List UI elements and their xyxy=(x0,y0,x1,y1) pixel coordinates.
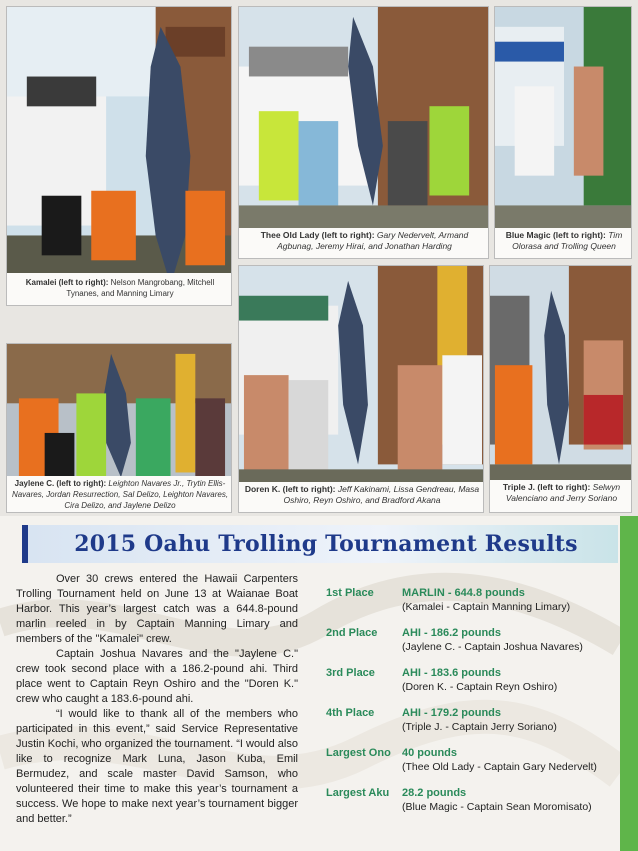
page-title: 2015 Oahu Trolling Tournament Results xyxy=(74,531,578,557)
result-place: Largest Ono xyxy=(326,747,391,759)
photo-caption xyxy=(239,482,484,512)
caption-sep: (left to right): xyxy=(280,484,338,494)
caption-sep: (left to right): xyxy=(54,479,109,488)
photo-blue-magic xyxy=(494,6,632,259)
result-place: 4th Place xyxy=(326,707,375,719)
result-place: 2nd Place xyxy=(326,627,378,639)
photo-doren-k xyxy=(238,265,484,513)
article-paragraph: Over 30 crews entered the Hawaii Carpenters Trolling Tournament held on June 13 at Waianae Boat Harbor. This year’s largest catch was a 644.8-pound marlin reeled in by Captain Manning Limary and members of the "Kamalei" crew. xyxy=(16,573,298,645)
caption-sep: (left to right): xyxy=(56,278,111,287)
result-catch: AHI - 186.2 pounds xyxy=(402,627,502,639)
photo-thee-old-lady xyxy=(238,6,489,259)
result-boat: (Jaylene C. - Captain Joshua Navares) xyxy=(402,641,583,653)
caption-names: Jeff Kakinami, Lissa Gendreau, Masa Oshiro, Reyn Oshiro, and Bradford Akana xyxy=(283,484,480,505)
photo-caption xyxy=(239,228,489,258)
result-row xyxy=(326,787,616,827)
result-boat: (Blue Magic - Captain Sean Moromisato) xyxy=(402,801,592,813)
result-place: 3rd Place xyxy=(326,667,375,679)
result-place: 1st Place xyxy=(326,587,374,599)
result-boat: (Kamalei - Captain Manning Limary) xyxy=(402,601,571,613)
caption-names: Nelson Mangrobang, Mitchell Tynanes, and Manning Limary xyxy=(66,278,215,298)
article-paragraph: Captain Joshua Navares and the "Jaylene C." crew took second place with a 186.2-pound ahi. Third place went to Captain Reyn Oshiro and the "Doren K." crew who caught a 183.6-pound ahi. xyxy=(16,648,298,705)
caption-sep: (left to right): xyxy=(319,230,377,240)
photo-jaylene-c xyxy=(6,343,232,513)
result-catch: AHI - 183.6 pounds xyxy=(402,667,502,679)
caption-sep: (left to right): xyxy=(535,482,593,492)
caption-boat: Kamalei xyxy=(25,278,57,287)
result-boat: (Thee Old Lady - Captain Gary Nedervelt) xyxy=(402,761,597,773)
photo-triple-j xyxy=(489,265,632,513)
result-catch: 28.2 pounds xyxy=(402,787,467,799)
result-row xyxy=(326,747,616,787)
result-row xyxy=(326,587,616,627)
results-banner xyxy=(22,525,618,563)
caption-names: Gary Nedervelt, Armand Agbunag, Jeremy Hirai, and Jonathan Harding xyxy=(277,230,469,251)
result-row xyxy=(326,627,616,667)
results-list xyxy=(326,587,616,827)
result-catch: 40 pounds xyxy=(402,747,458,759)
caption-boat: Jaylene C. xyxy=(14,479,55,488)
photo-kamalei xyxy=(6,6,232,306)
caption-boat: Thee Old Lady xyxy=(260,230,320,240)
caption-boat: Triple J. xyxy=(502,482,536,492)
result-boat: (Triple J. - Captain Jerry Soriano) xyxy=(402,721,557,733)
caption-names: Selwyn Valenciano and Jerry Soriano xyxy=(505,482,621,503)
result-row xyxy=(326,667,616,707)
photo-caption xyxy=(7,273,232,305)
result-boat: (Doren K. - Captain Reyn Oshiro) xyxy=(402,681,558,693)
caption-boat: Blue Magic xyxy=(505,230,551,240)
article-paragraph: “I would like to thank all of the members who participated in this event,” said Service Representative Justin Kochi, who organized the tournament. “I would also like to recognize Mark Luna, Jason Kuba, Emil Bermudez, and scale master David Samson, who volunteered their time to make this year’s tournament a success. We hope to make next year’s tournament bigger and better.” xyxy=(16,708,298,825)
photo-caption xyxy=(495,228,632,258)
caption-names: Tim Olorasa and Trolling Queen xyxy=(512,230,623,251)
result-row xyxy=(326,707,616,747)
caption-names: Leighton Navares Jr., Trytin Ellis-Navares, Jordan Resurrection, Sal Delizo, Leighton Navares, Cira Delizo, and Jaylene Delizo xyxy=(11,479,229,510)
result-catch: MARLIN - 644.8 pounds xyxy=(402,587,525,599)
result-catch: AHI - 179.2 pounds xyxy=(402,707,502,719)
photo-caption xyxy=(7,476,232,512)
photo-caption xyxy=(490,480,632,512)
accent-bar xyxy=(620,516,638,851)
caption-boat: Doren K. xyxy=(244,484,281,494)
result-place: Largest Aku xyxy=(326,787,390,799)
article-body xyxy=(16,572,298,827)
caption-sep: (left to right): xyxy=(550,230,609,240)
